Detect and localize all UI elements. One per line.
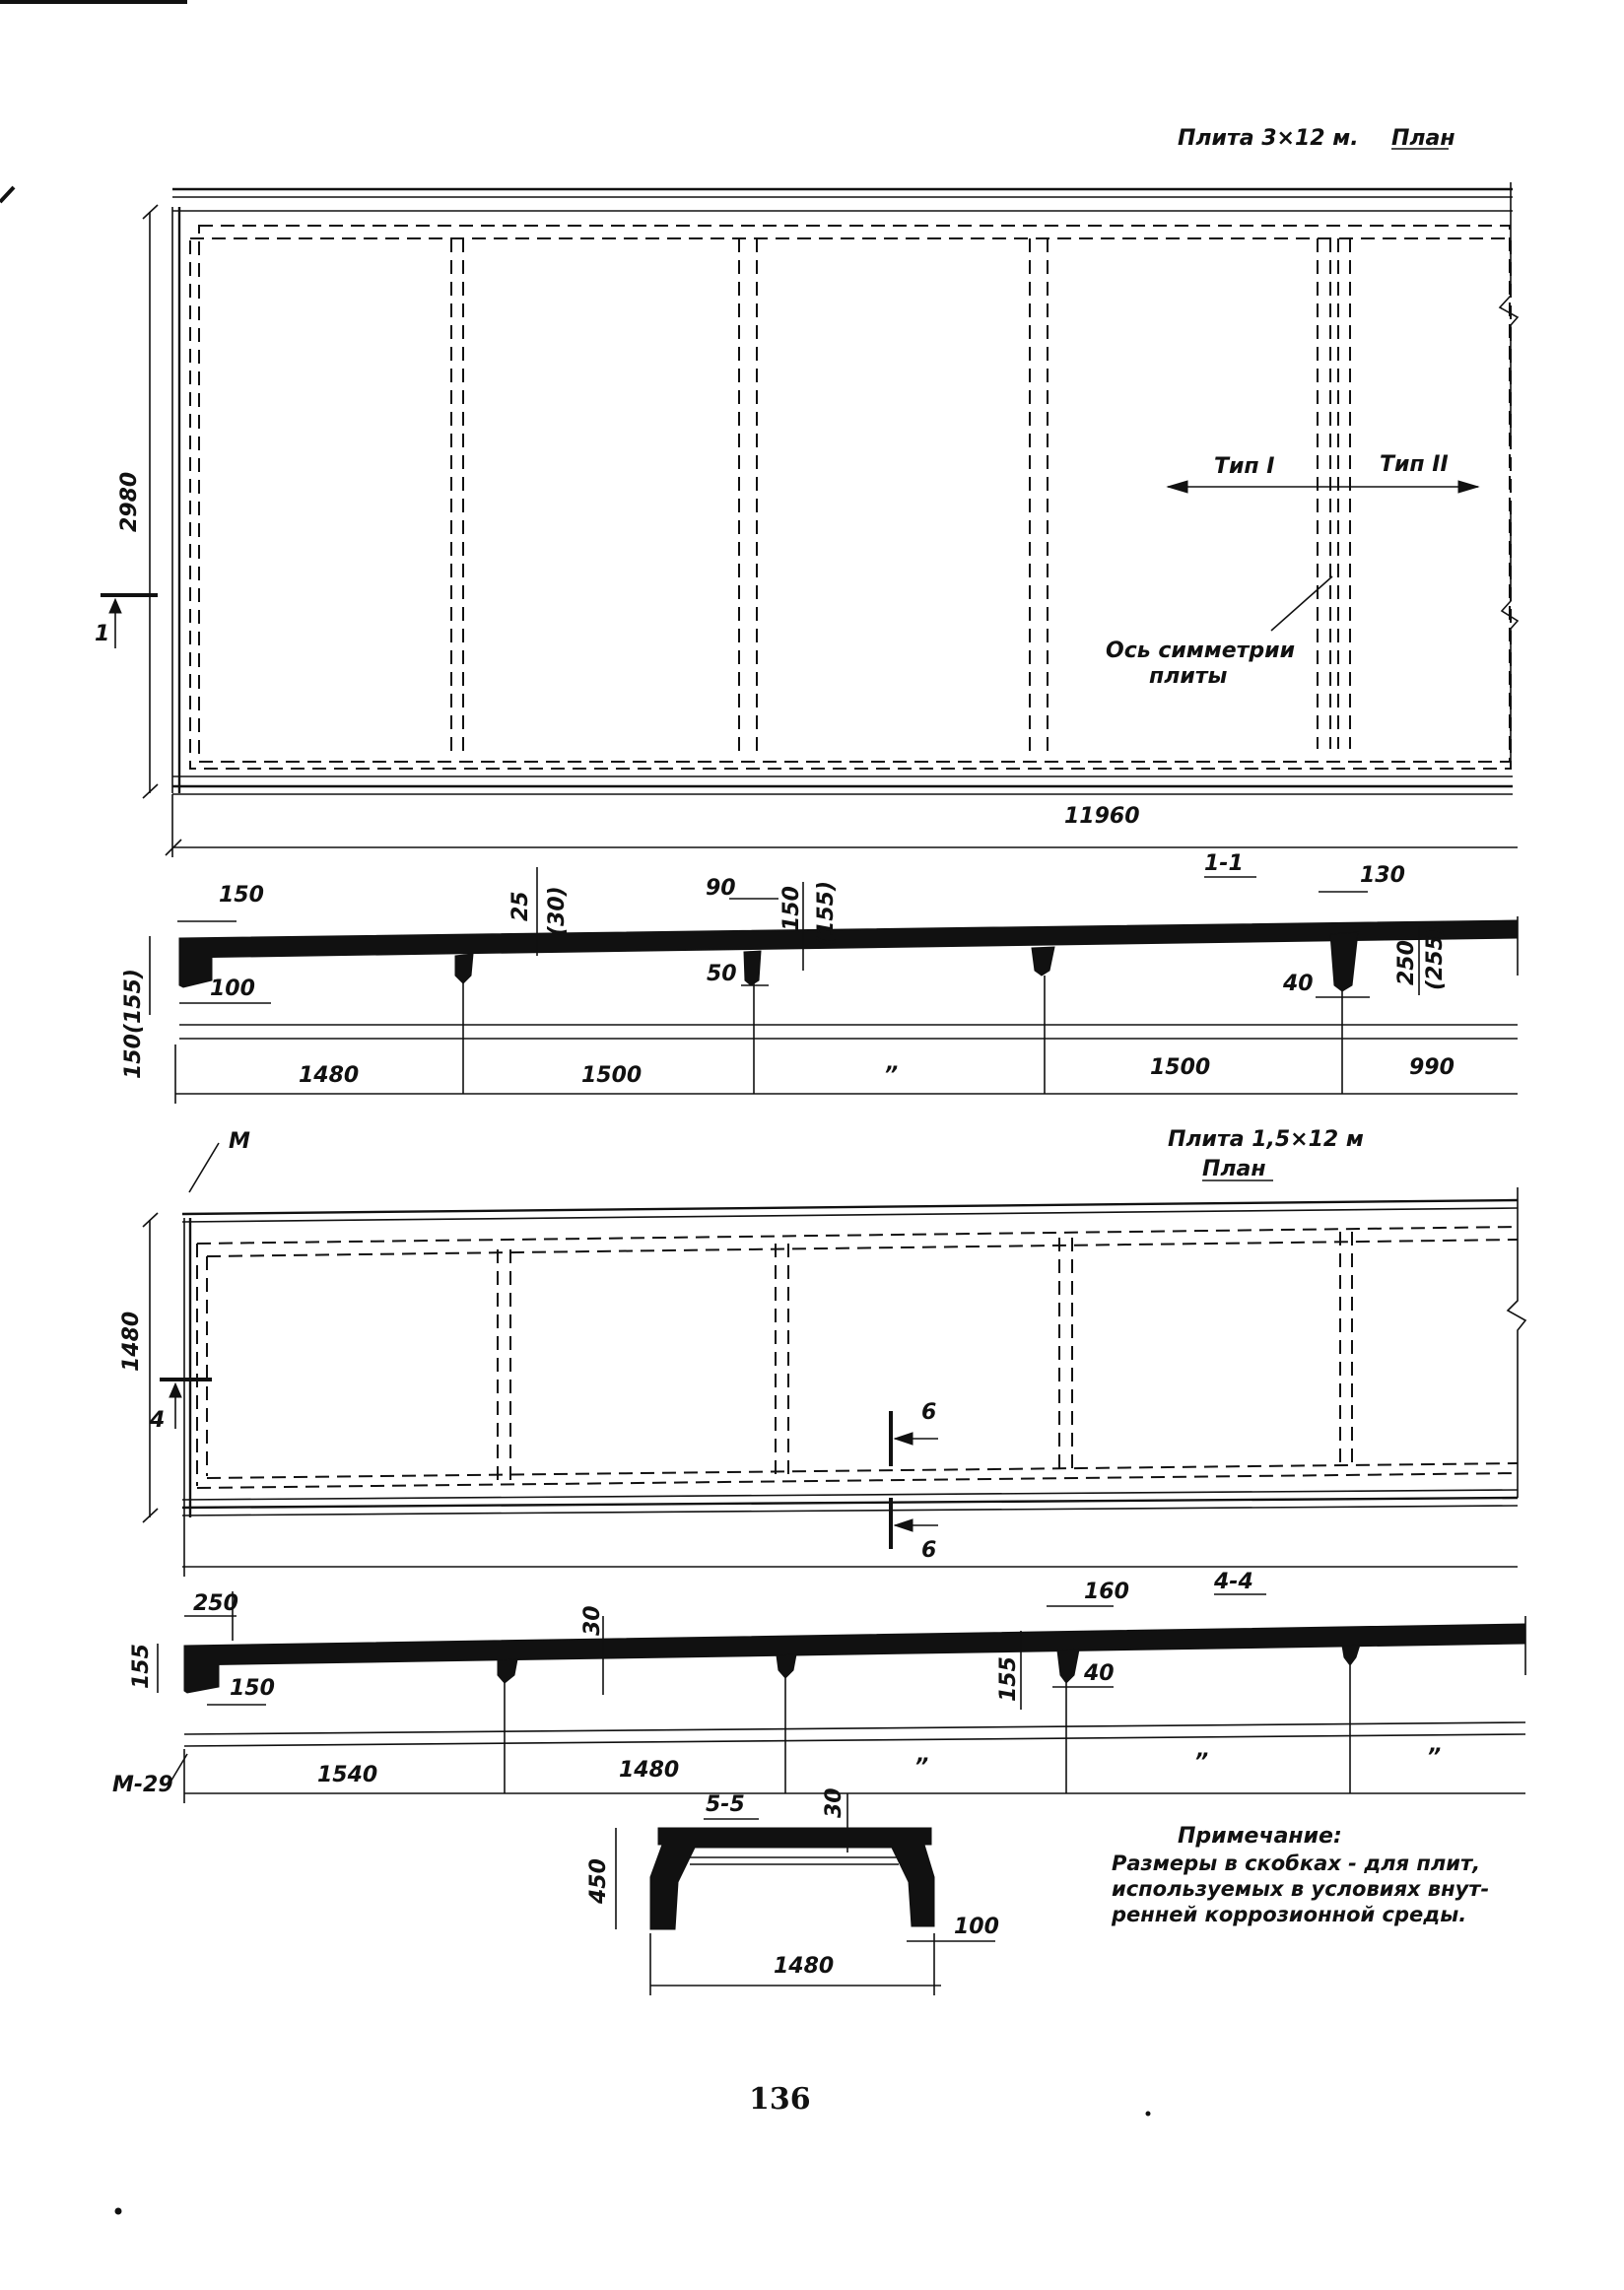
svg-text:”: ” [1194,1750,1209,1775]
svg-text:150(155): 150(155) [121,969,146,1079]
plan-bottom [119,1127,1525,1577]
svg-text:”: ” [884,1063,899,1088]
dim-150-top: 150 [219,883,264,908]
svg-text:150: 150 [230,1676,275,1701]
svg-text:30: 30 [822,1787,846,1818]
svg-text:4: 4 [150,1408,166,1433]
svg-text:М-29: М-29 [112,1773,173,1797]
svg-text:250: 250 [1394,940,1419,985]
svg-text:(30): (30) [545,886,570,936]
svg-text:”: ” [914,1755,929,1780]
plan-top-section-mark: 1 [95,622,110,646]
svg-text:40: 40 [1283,972,1314,996]
note-line3: ренней коррозионной среды. [1112,1903,1467,1926]
edge-rib-1-1 [179,938,212,987]
plan-top-height-dim: 2980 [117,471,142,532]
axis-note-line2: плиты [1149,664,1228,689]
svg-text:6: 6 [921,1538,937,1563]
svg-text:155: 155 [996,1656,1021,1702]
slab-1-1 [179,920,1518,958]
svg-text:160: 160 [1084,1580,1129,1604]
svg-text:150: 150 [779,886,804,931]
plan-top [95,126,1518,857]
svg-text:1480: 1480 [619,1758,680,1783]
svg-text:30: 30 [580,1605,605,1636]
type-left-label: Тип I [1214,454,1275,479]
plan-top-length-dim: 11960 [1064,804,1140,829]
svg-text:1500: 1500 [1150,1055,1211,1080]
svg-text:450: 450 [586,1858,611,1904]
svg-text:”: ” [1427,1745,1442,1770]
svg-text:155: 155 [129,1644,154,1689]
note-block [1111,1824,1489,1926]
slab-4-4 [184,1624,1525,1665]
corner-tick [0,187,14,202]
section-5-5-title: 5-5 [706,1792,745,1817]
section-5-5-shape [650,1828,934,1929]
type-right-label: Тип II [1380,452,1449,477]
svg-text:90: 90 [706,876,736,901]
svg-text:130: 130 [1360,863,1405,888]
svg-text:6: 6 [921,1400,937,1425]
svg-text:(155): (155) [814,880,839,946]
svg-text:1480: 1480 [774,1954,835,1979]
svg-text:990: 990 [1409,1055,1455,1080]
svg-text:1480: 1480 [119,1311,144,1372]
plan-bottom-subtitle: План [1202,1157,1266,1181]
note-line1: Размеры в скобках - для плит, [1112,1852,1481,1875]
svg-text:1540: 1540 [317,1763,378,1787]
svg-text:100: 100 [954,1915,999,1939]
section-1-1-title: 1-1 [1204,851,1244,876]
svg-text:100: 100 [210,977,255,1001]
svg-text:40: 40 [1084,1661,1115,1686]
section-4-4 [112,1570,1525,1803]
axis-note-line1: Ось симметрии [1106,639,1295,663]
section-5-5 [586,1787,999,1995]
plan-bottom-title: Плита 1,5×12 м [1168,1127,1364,1152]
svg-text:25: 25 [508,891,533,921]
svg-text:250: 250 [193,1591,238,1616]
svg-text:1480: 1480 [299,1063,360,1088]
section-4-4-title: 4-4 [1214,1570,1253,1594]
note-line2: используемых в условиях внут- [1112,1877,1490,1901]
plan-bottom-ribs [498,1232,1352,1483]
plan-top-title: Плита 3×12 м. [1178,126,1359,151]
svg-text:(255): (255) [1423,924,1448,990]
note-title: Примечание: [1178,1824,1342,1849]
svg-text:М: М [229,1129,250,1154]
plan-top-subtitle: План [1391,126,1455,151]
page-number: 136 [749,2082,811,2117]
svg-text:1500: 1500 [581,1063,643,1088]
svg-text:50: 50 [707,962,737,986]
